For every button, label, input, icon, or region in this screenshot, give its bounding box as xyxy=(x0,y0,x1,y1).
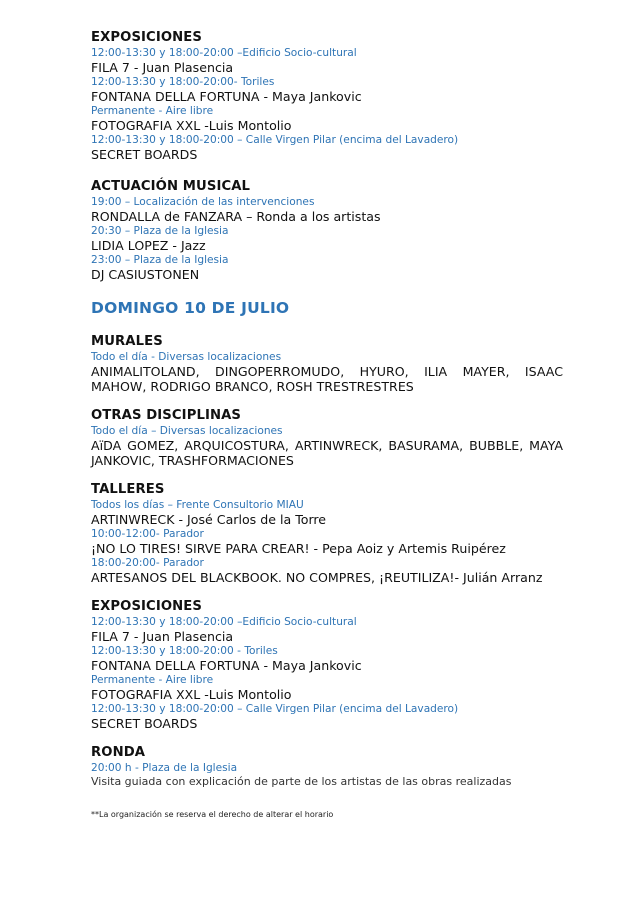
event-item: ¡NO LO TIRES! SIRVE PARA CREAR! - Pepa Aoiz y Artemis Ruipérez xyxy=(91,541,506,556)
schedule-line: 20:30 – Plaza de la Iglesia xyxy=(91,225,229,237)
event-item: SECRET BOARDS xyxy=(91,147,198,162)
schedule-line: Permanente - Aire libre xyxy=(91,674,214,686)
section-heading: OTRAS DISCIPLINAS xyxy=(91,408,242,423)
schedule-line: 12:00-13:30 y 18:00-20:00 - Toriles xyxy=(91,645,278,657)
event-item: DJ CASIUSTONEN xyxy=(91,267,200,282)
section-heading: EXPOSICIONES xyxy=(91,30,202,45)
event-item: ANIMALITOLAND, DINGOPERROMUDO, HYURO, ILIA MAYER, ISAAC MAHOW, RODRIGO BRANCO, ROSH TRESTRESTRES xyxy=(91,364,563,394)
schedule-line: Todos los días – Frente Consultorio MIAU xyxy=(91,499,304,511)
schedule-line: Permanente - Aire libre xyxy=(91,105,214,117)
saturday-music-section xyxy=(91,179,563,282)
schedule-line: 12:00-13:30 y 18:00-20:00 – Calle Virgen Pilar (encima del Lavadero) xyxy=(91,134,459,146)
event-item: RONDALLA de FANZARA – Ronda a los artistas xyxy=(91,209,381,224)
workshops-section xyxy=(91,482,563,585)
event-item: FILA 7 - Juan Plasencia xyxy=(91,60,234,75)
schedule-line: 19:00 – Localización de las intervenciones xyxy=(91,196,315,208)
section-heading: ACTUACIÓN MUSICAL xyxy=(91,179,251,194)
section-heading: TALLERES xyxy=(91,482,165,497)
schedule-line: 10:00-12:00- Parador xyxy=(91,528,204,540)
schedule-line: 20:00 h - Plaza de la Iglesia xyxy=(91,762,238,774)
section-heading: RONDA xyxy=(91,745,146,760)
event-item: ARTESANOS DEL BLACKBOOK. NO COMPRES, ¡REUTILIZA!- Julián Arranz xyxy=(91,570,543,585)
schedule-line: Todo el día - Diversas localizaciones xyxy=(91,351,282,363)
event-description: Visita guiada con explicación de parte de los artistas de las obras realizadas xyxy=(91,775,512,788)
other-disciplines-section xyxy=(91,408,563,468)
saturday-exhibitions-section xyxy=(91,30,563,162)
event-item: FOTOGRAFIA XXL -Luis Montolio xyxy=(91,118,292,133)
schedule-line: 12:00-13:30 y 18:00-20:00- Toriles xyxy=(91,76,275,88)
event-item: LIDIA LOPEZ - Jazz xyxy=(91,238,206,253)
section-heading: EXPOSICIONES xyxy=(91,599,202,614)
schedule-line: 18:00-20:00- Parador xyxy=(91,557,204,569)
sunday-exhibitions-section xyxy=(91,599,563,731)
ronda-section xyxy=(91,745,563,789)
schedule-line: 12:00-13:30 y 18:00-20:00 –Edificio Socio-cultural xyxy=(91,47,357,59)
schedule-line: Todo el día – Diversas localizaciones xyxy=(91,425,283,437)
event-item: FONTANA DELLA FORTUNA - Maya Jankovic xyxy=(91,89,362,104)
event-item: FONTANA DELLA FORTUNA - Maya Jankovic xyxy=(91,658,362,673)
schedule-line: 12:00-13:30 y 18:00-20:00 –Edificio Socio-cultural xyxy=(91,616,357,628)
footnote: **La organización se reserva el derecho de alterar el horario xyxy=(91,810,334,819)
event-item: ARTINWRECK - José Carlos de la Torre xyxy=(91,512,327,527)
day-title: DOMINGO 10 DE JULIO xyxy=(91,299,290,317)
section-heading: MURALES xyxy=(91,334,163,349)
event-item: FILA 7 - Juan Plasencia xyxy=(91,629,234,644)
schedule-line: 23:00 – Plaza de la Iglesia xyxy=(91,254,229,266)
event-item: FOTOGRAFIA XXL -Luis Montolio xyxy=(91,687,292,702)
murales-section xyxy=(91,334,563,394)
schedule-line: 12:00-13:30 y 18:00-20:00 – Calle Virgen Pilar (encima del Lavadero) xyxy=(91,703,459,715)
event-item: SECRET BOARDS xyxy=(91,716,198,731)
event-item: AïDA GOMEZ, ARQUICOSTURA, ARTINWRECK, BASURAMA, BUBBLE, MAYA JANKOVIC, TRASHFORMACIONES xyxy=(91,438,563,468)
program-page xyxy=(91,30,563,829)
